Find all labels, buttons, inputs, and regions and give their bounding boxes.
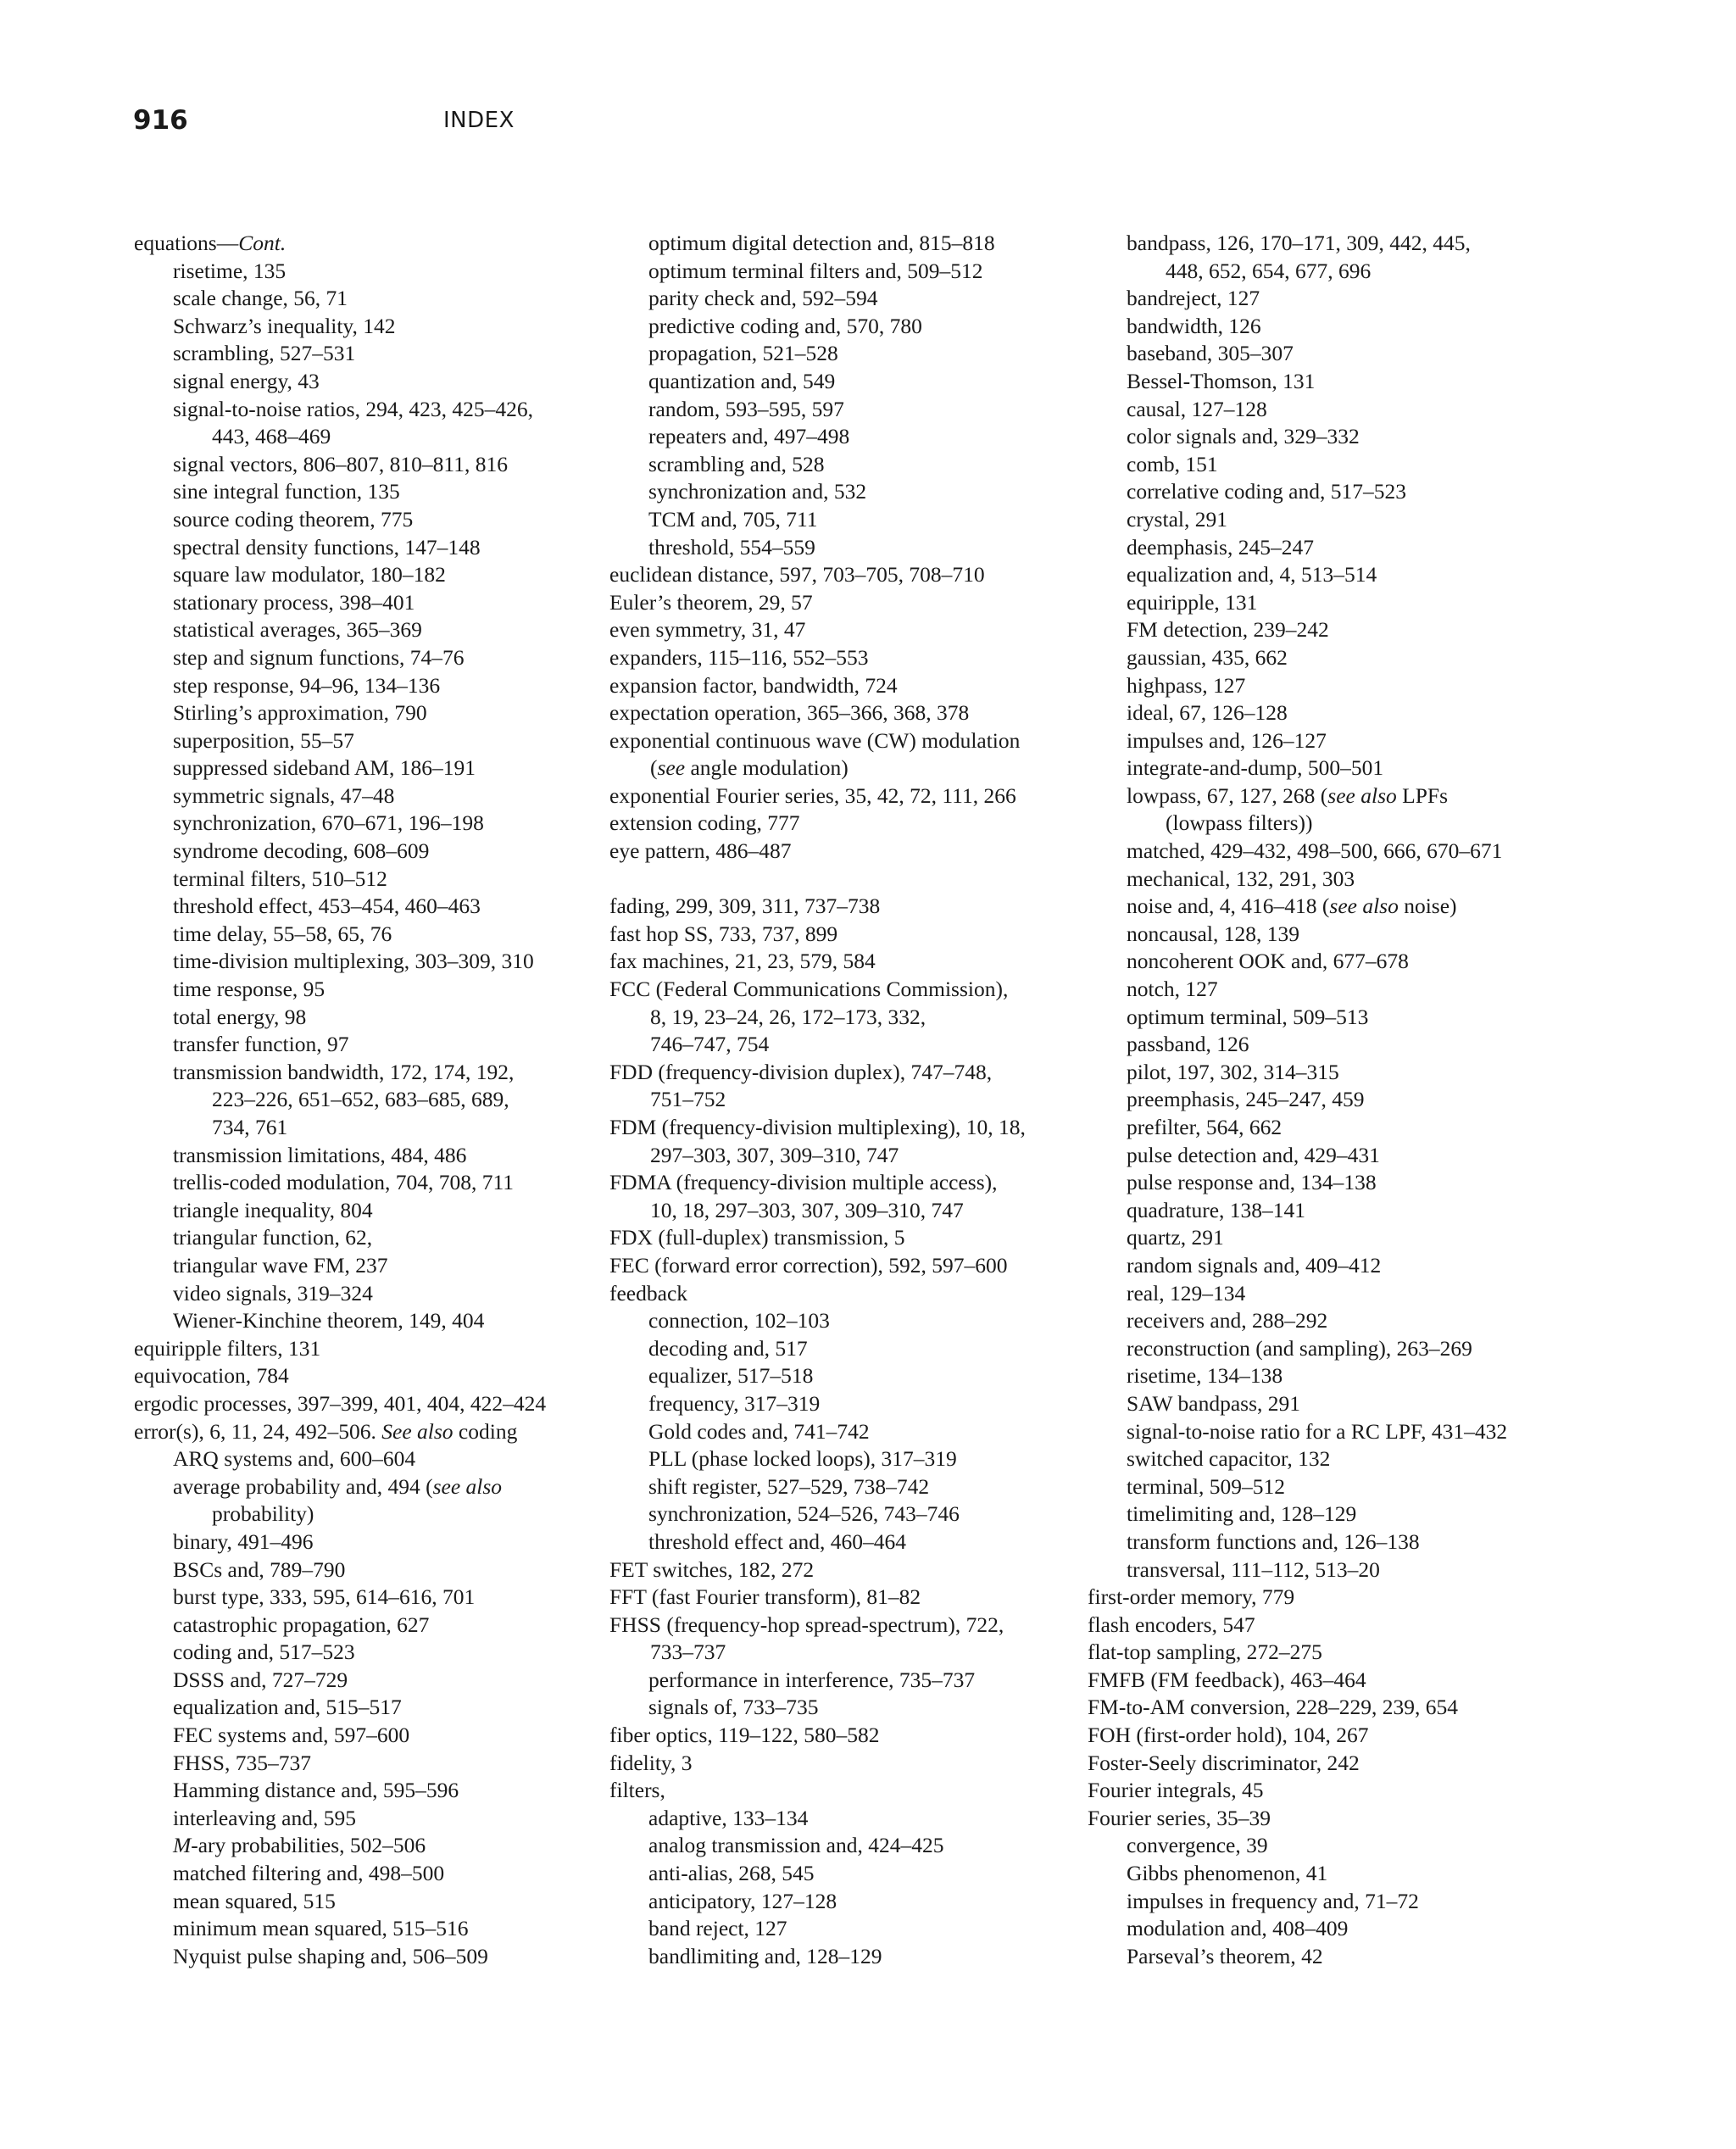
index-entry: FDM (frequency-division multiplexing), 10, 18,	[609, 1115, 1026, 1139]
index-subentry: symmetric signals, 47–48	[173, 782, 395, 808]
index-gap	[609, 866, 1097, 894]
index-subentry: terminal filters, 510–512	[173, 866, 387, 891]
index-entry: flat-top sampling, 272–275	[1088, 1640, 1322, 1665]
index-subentry: anticipatory, 127–128	[648, 1888, 837, 1913]
index-entry: FMFB (FM feedback), 463–464	[1088, 1667, 1366, 1692]
index-entry: equations—Cont.	[134, 231, 287, 255]
index-entry: fax machines, 21, 23, 579, 584	[609, 949, 876, 974]
index-subentry: time delay, 55–58, 65, 76	[173, 921, 392, 946]
index-subentry: step response, 94–96, 134–136	[173, 672, 441, 698]
index-subentry: sine integral function, 135	[173, 479, 400, 504]
index-subentry: threshold effect, 453–454, 460–463	[173, 894, 481, 919]
running-head: INDEX	[443, 108, 515, 133]
index-subentry: ARQ systems and, 600–604	[173, 1446, 416, 1472]
index-entry: expectation operation, 365–366, 368, 378	[609, 700, 970, 726]
index-entry: fidelity, 3	[609, 1750, 693, 1775]
index-subentry: pulse response and, 134–138	[1127, 1170, 1377, 1195]
index-entry: FDX (full-duplex) transmission, 5	[609, 1225, 905, 1250]
index-subentry: optimum terminal, 509–513	[1127, 1004, 1369, 1029]
index-subentry: transversal, 111–112, 513–20	[1127, 1556, 1380, 1582]
index-subentry: minimum mean squared, 515–516	[173, 1916, 469, 1941]
index-entry: first-order memory, 779	[1088, 1584, 1295, 1610]
index-subentry: statistical averages, 365–369	[173, 617, 422, 643]
index-subentry: frequency, 317–319	[648, 1390, 821, 1416]
index-subentry: highpass, 127	[1127, 672, 1246, 698]
index-subentry: noncoherent OOK and, 677–678	[1127, 949, 1409, 974]
index-subentry: risetime, 134–138	[1127, 1363, 1283, 1389]
index-subentry: preemphasis, 245–247, 459	[1127, 1087, 1365, 1112]
index-subentry: scale change, 56, 71	[173, 286, 348, 311]
index-subentry: triangular wave FM, 237	[173, 1252, 388, 1278]
index-subentry: pulse detection and, 429–431	[1127, 1142, 1380, 1167]
index-entry: eye pattern, 486–487	[609, 838, 792, 864]
index-entry: ergodic processes, 397–399, 401, 404, 422–424	[134, 1390, 547, 1416]
index-subentry: repeaters and, 497–498	[648, 424, 850, 449]
index-subentry: impulses in frequency and, 71–72	[1127, 1888, 1419, 1913]
index-subentry: random, 593–595, 597	[648, 396, 844, 421]
index-subentry: Parseval’s theorem, 42	[1127, 1943, 1323, 1968]
index-column-2	[609, 230, 1097, 1970]
index-subentry: time-division multiplexing, 303–309, 310	[173, 949, 534, 974]
index-subentry: convergence, 39	[1127, 1833, 1268, 1858]
index-entry: equivocation, 784	[134, 1363, 289, 1389]
index-subentry: scrambling, 527–531	[173, 341, 356, 366]
index-entry: exponential Fourier series, 35, 42, 72, 111, 266	[609, 782, 1016, 808]
index-entry: FDMA (frequency-division multiple access),	[609, 1170, 998, 1195]
index-subentry: 297–303, 307, 309–310, 747	[650, 1142, 899, 1167]
index-subentry: 733–737	[650, 1640, 726, 1665]
index-subentry: FM detection, 239–242	[1127, 617, 1329, 643]
index-subentry: deemphasis, 245–247	[1127, 534, 1314, 560]
index-entry: filters,	[609, 1778, 665, 1803]
index-column-3	[1088, 230, 1575, 1970]
index-subentry: video signals, 319–324	[173, 1280, 373, 1306]
index-subentry: bandwidth, 126	[1127, 313, 1261, 338]
index-subentry: prefilter, 564, 662	[1127, 1115, 1283, 1139]
index-subentry: terminal, 509–512	[1127, 1473, 1285, 1499]
index-subentry: square law modulator, 180–182	[173, 562, 446, 587]
index-subentry: stationary process, 398–401	[173, 589, 415, 615]
index-subentry: mean squared, 515	[173, 1888, 336, 1913]
index-subentry: triangle inequality, 804	[173, 1197, 373, 1222]
index-subentry: noncausal, 128, 139	[1127, 921, 1299, 946]
index-entry: FCC (Federal Communications Commission),	[609, 977, 1009, 1002]
index-entry: Fourier integrals, 45	[1088, 1778, 1264, 1803]
index-subentry: 734, 761	[212, 1115, 288, 1139]
index-subentry: equalization and, 4, 513–514	[1127, 562, 1377, 587]
index-subentry: synchronization and, 532	[648, 479, 867, 504]
index-subentry: quartz, 291	[1127, 1225, 1224, 1250]
index-subentry: 8, 19, 23–24, 26, 172–173, 332,	[650, 1004, 926, 1029]
index-entry: FEC (forward error correction), 592, 597–600	[609, 1252, 1008, 1278]
index-subentry: comb, 151	[1127, 451, 1218, 476]
index-subentry: total energy, 98	[173, 1004, 307, 1029]
index-subentry: signal-to-noise ratio for a RC LPF, 431–432	[1127, 1418, 1508, 1444]
index-subentry: coding and, 517–523	[173, 1640, 355, 1665]
index-subentry: predictive coding and, 570, 780	[648, 313, 922, 338]
index-entry: FET switches, 182, 272	[609, 1556, 815, 1582]
index-subentry: bandreject, 127	[1127, 286, 1260, 311]
index-subentry: correlative coding and, 517–523	[1127, 479, 1406, 504]
index-subentry: burst type, 333, 595, 614–616, 701	[173, 1584, 476, 1610]
index-subentry: PLL (phase locked loops), 317–319	[648, 1446, 957, 1472]
index-subentry: Schwarz’s inequality, 142	[173, 313, 396, 338]
index-subentry: parity check and, 592–594	[648, 286, 878, 311]
index-subentry: pilot, 197, 302, 314–315	[1127, 1059, 1339, 1084]
index-entry: equiripple filters, 131	[134, 1335, 321, 1361]
index-subentry: quantization and, 549	[648, 368, 836, 393]
index-entry: flash encoders, 547	[1088, 1612, 1255, 1637]
index-subentry: transmission limitations, 484, 486	[173, 1142, 467, 1167]
index-subentry: SAW bandpass, 291	[1127, 1390, 1301, 1416]
index-subentry: signal-to-noise ratios, 294, 423, 425–426,	[173, 396, 533, 421]
index-subentry: passband, 126	[1127, 1032, 1249, 1057]
index-subentry: propagation, 521–528	[648, 341, 838, 366]
index-subentry: spectral density functions, 147–148	[173, 534, 481, 560]
index-subentry: crystal, 291	[1127, 506, 1227, 532]
index-subentry: 751–752	[650, 1087, 726, 1112]
index-subentry: equalization and, 515–517	[173, 1695, 402, 1720]
index-entry: fiber optics, 119–122, 580–582	[609, 1723, 880, 1748]
index-subentry: signal vectors, 806–807, 810–811, 816	[173, 451, 508, 476]
index-subentry: ideal, 67, 126–128	[1127, 700, 1288, 726]
page-number: 916	[133, 105, 188, 136]
index-entry: Euler’s theorem, 29, 57	[609, 589, 813, 615]
index-subentry: equiripple, 131	[1127, 589, 1258, 615]
index-subentry: causal, 127–128	[1127, 396, 1267, 421]
index-subentry: color signals and, 329–332	[1127, 424, 1360, 449]
index-subentry: matched filtering and, 498–500	[173, 1861, 445, 1886]
index-subentry: 223–226, 651–652, 683–685, 689,	[212, 1087, 509, 1112]
index-entry: exponential continuous wave (CW) modulation	[609, 727, 1021, 753]
index-subentry: time response, 95	[173, 977, 326, 1002]
index-subentry: optimum digital detection and, 815–818	[648, 231, 995, 255]
index-entry: FOH (first-order hold), 104, 267	[1088, 1723, 1369, 1748]
index-subentry: Bessel-Thomson, 131	[1127, 368, 1316, 393]
index-subentry: Gibbs phenomenon, 41	[1127, 1861, 1328, 1886]
index-subentry: FHSS, 735–737	[173, 1750, 311, 1775]
index-subentry: equalizer, 517–518	[648, 1363, 814, 1389]
index-entry: Foster-Seely discriminator, 242	[1088, 1750, 1360, 1775]
index-subentry: anti-alias, 268, 545	[648, 1861, 815, 1886]
index-subentry: transform functions and, 126–138	[1127, 1528, 1420, 1554]
index-subentry: reconstruction (and sampling), 263–269	[1127, 1335, 1472, 1361]
index-subentry: impulses and, 126–127	[1127, 727, 1327, 753]
index-subentry: 443, 468–469	[212, 424, 331, 449]
index-subentry: signal energy, 43	[173, 368, 320, 393]
index-subentry: superposition, 55–57	[173, 727, 354, 753]
index-subentry: scrambling and, 528	[648, 451, 825, 476]
index-subentry: analog transmission and, 424–425	[648, 1833, 944, 1858]
index-subentry: Wiener-Kinchine theorem, 149, 404	[173, 1308, 485, 1333]
index-subentry: syndrome decoding, 608–609	[173, 838, 430, 864]
index-subentry: baseband, 305–307	[1127, 341, 1294, 366]
index-subentry: random signals and, 409–412	[1127, 1252, 1382, 1278]
index-subentry: adaptive, 133–134	[648, 1805, 809, 1830]
index-subentry: step and signum functions, 74–76	[173, 644, 465, 670]
index-column-1	[134, 230, 621, 1970]
index-subentry: shift register, 527–529, 738–742	[648, 1473, 930, 1499]
index-subentry: Gold codes and, 741–742	[648, 1418, 870, 1444]
index-entry: expanders, 115–116, 552–553	[609, 644, 869, 670]
index-subentry: timelimiting and, 128–129	[1127, 1501, 1357, 1527]
index-subentry: FEC systems and, 597–600	[173, 1723, 410, 1748]
index-subentry: risetime, 135	[173, 258, 287, 283]
index-subentry: modulation and, 408–409	[1127, 1916, 1349, 1941]
index-subentry: synchronization, 670–671, 196–198	[173, 810, 484, 836]
index-subentry: bandpass, 126, 170–171, 309, 442, 445,	[1127, 231, 1471, 255]
index-subentry: (see angle modulation)	[650, 755, 849, 781]
index-subentry: threshold, 554–559	[648, 534, 815, 560]
index-entry: even symmetry, 31, 47	[609, 617, 806, 643]
index-subentry: mechanical, 132, 291, 303	[1127, 866, 1355, 891]
index-subentry: lowpass, 67, 127, 268 (see also LPFs	[1127, 782, 1448, 808]
index-subentry: performance in interference, 735–737	[648, 1667, 976, 1692]
index-subentry: connection, 102–103	[648, 1308, 830, 1333]
index-subentry: integrate-and-dump, 500–501	[1127, 755, 1384, 781]
index-entry: FDD (frequency-division duplex), 747–748,	[609, 1059, 993, 1084]
index-entry: euclidean distance, 597, 703–705, 708–710	[609, 562, 985, 587]
index-subentry: real, 129–134	[1127, 1280, 1246, 1306]
index-entry: error(s), 6, 11, 24, 492–506. See also coding	[134, 1418, 518, 1444]
index-subentry: receivers and, 288–292	[1127, 1308, 1328, 1333]
index-subentry: DSSS and, 727–729	[173, 1667, 348, 1692]
index-entry: FHSS (frequency-hop spread-spectrum), 722,	[609, 1612, 1004, 1637]
index-subentry: Nyquist pulse shaping and, 506–509	[173, 1943, 488, 1968]
index-subentry: interleaving and, 595	[173, 1805, 356, 1830]
index-subentry: threshold effect and, 460–464	[648, 1528, 907, 1554]
index-entry: extension coding, 777	[609, 810, 800, 836]
index-subentry: notch, 127	[1127, 977, 1218, 1002]
index-subentry: source coding theorem, 775	[173, 506, 414, 532]
index-subentry: triangular function, 62,	[173, 1225, 373, 1250]
index-subentry: band reject, 127	[648, 1916, 787, 1941]
index-subentry: average probability and, 494 (see also	[173, 1473, 503, 1499]
index-entry: feedback	[609, 1280, 688, 1306]
index-entry: expansion factor, bandwidth, 724	[609, 672, 898, 698]
index-subentry: (lowpass filters))	[1166, 810, 1313, 836]
index-subentry: BSCs and, 789–790	[173, 1556, 346, 1582]
index-subentry: 448, 652, 654, 677, 696	[1166, 258, 1372, 283]
index-subentry: Hamming distance and, 595–596	[173, 1778, 459, 1803]
index-entry: Fourier series, 35–39	[1088, 1805, 1271, 1830]
index-subentry: signals of, 733–735	[648, 1695, 819, 1720]
index-subentry: TCM and, 705, 711	[648, 506, 818, 532]
index-subentry: 746–747, 754	[650, 1032, 770, 1057]
index-subentry: binary, 491–496	[173, 1528, 314, 1554]
index-subentry: M-ary probabilities, 502–506	[173, 1833, 426, 1858]
index-subentry: matched, 429–432, 498–500, 666, 670–671	[1127, 838, 1503, 864]
index-subentry: switched capacitor, 132	[1127, 1446, 1331, 1472]
index-entry: FFT (fast Fourier transform), 81–82	[609, 1584, 921, 1610]
index-subentry: transmission bandwidth, 172, 174, 192,	[173, 1059, 515, 1084]
index-entry: fading, 299, 309, 311, 737–738	[609, 894, 881, 919]
index-entry: FM-to-AM conversion, 228–229, 239, 654	[1088, 1695, 1459, 1720]
index-subentry: bandlimiting and, 128–129	[648, 1943, 882, 1968]
index-subentry: suppressed sideband AM, 186–191	[173, 755, 476, 781]
index-subentry: trellis-coded modulation, 704, 708, 711	[173, 1170, 515, 1195]
index-subentry: optimum terminal filters and, 509–512	[648, 258, 983, 283]
index-subentry: Stirling’s approximation, 790	[173, 700, 427, 726]
index-subentry: probability)	[212, 1501, 314, 1527]
index-entry: fast hop SS, 733, 737, 899	[609, 921, 838, 946]
index-subentry: decoding and, 517	[648, 1335, 808, 1361]
index-subentry: noise and, 4, 416–418 (see also noise)	[1127, 894, 1457, 919]
index-subentry: synchronization, 524–526, 743–746	[648, 1501, 960, 1527]
index-subentry: 10, 18, 297–303, 307, 309–310, 747	[650, 1197, 964, 1222]
index-subentry: catastrophic propagation, 627	[173, 1612, 430, 1637]
index-subentry: gaussian, 435, 662	[1127, 644, 1288, 670]
index-subentry: transfer function, 97	[173, 1032, 349, 1057]
index-subentry: quadrature, 138–141	[1127, 1197, 1306, 1222]
